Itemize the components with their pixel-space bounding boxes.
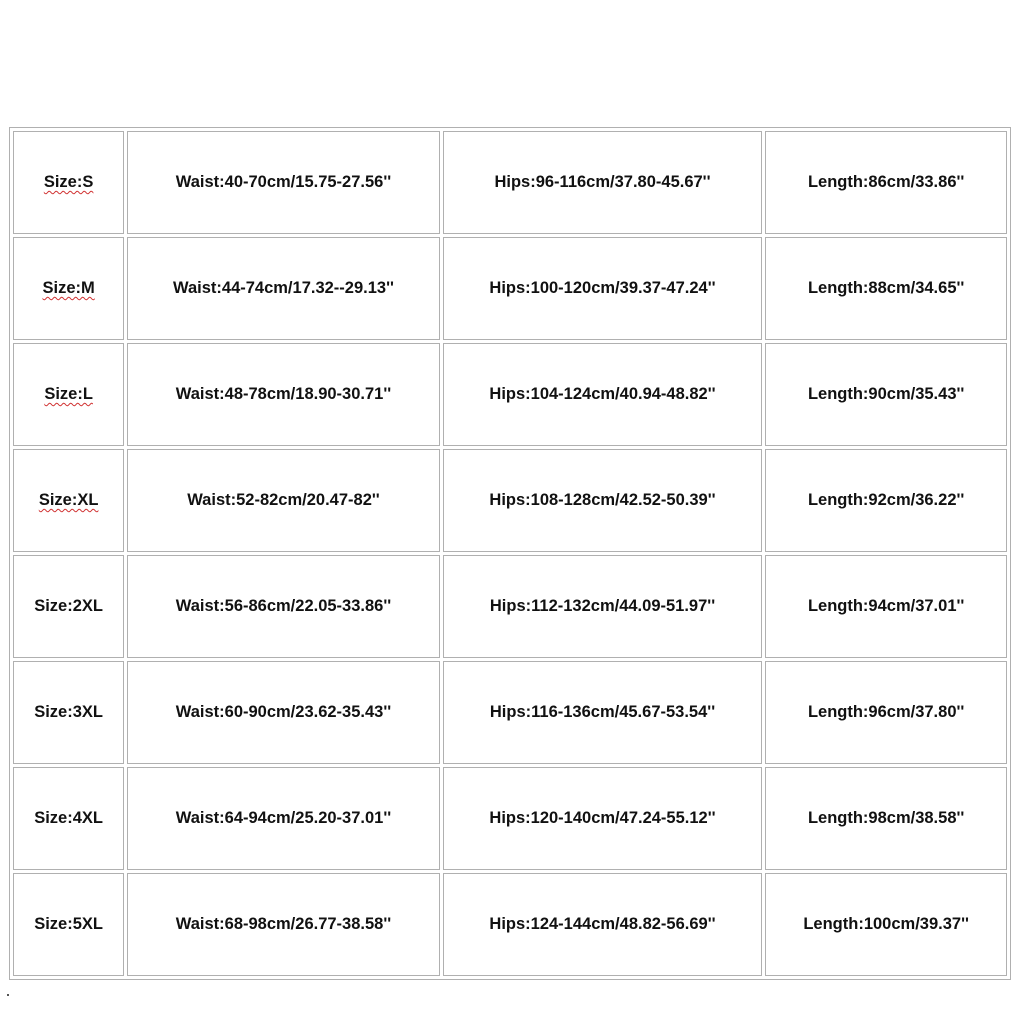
size-cell bbox=[13, 873, 124, 976]
hips-cell: Hips:108-128cm/42.52-50.39'' bbox=[443, 449, 763, 552]
length-cell: Length:88cm/34.65'' bbox=[765, 237, 1007, 340]
hips-cell: Hips:124-144cm/48.82-56.69'' bbox=[443, 873, 763, 976]
size-label: Size:5XL bbox=[34, 915, 103, 933]
size-label: Size:XL bbox=[38, 491, 99, 509]
length-cell: Length:96cm/37.80'' bbox=[765, 661, 1007, 764]
hips-cell: Hips:120-140cm/47.24-55.12'' bbox=[443, 767, 763, 870]
length-cell: Length:86cm/33.86'' bbox=[765, 131, 1007, 234]
waist-cell: Waist:68-98cm/26.77-38.58'' bbox=[127, 873, 439, 976]
table-row bbox=[13, 237, 1007, 340]
waist-cell: Waist:48-78cm/18.90-30.71'' bbox=[127, 343, 439, 446]
hips-cell: Hips:116-136cm/45.67-53.54'' bbox=[443, 661, 763, 764]
length-cell: Length:98cm/38.58'' bbox=[765, 767, 1007, 870]
size-chart-table bbox=[9, 127, 1011, 980]
size-label: Size:M bbox=[42, 279, 95, 297]
hips-cell: Hips:112-132cm/44.09-51.97'' bbox=[443, 555, 763, 658]
table-row bbox=[13, 343, 1007, 446]
size-cell bbox=[13, 661, 124, 764]
size-cell bbox=[13, 343, 124, 446]
waist-cell: Waist:44-74cm/17.32--29.13'' bbox=[127, 237, 439, 340]
table-row bbox=[13, 555, 1007, 658]
table-row bbox=[13, 873, 1007, 976]
hips-cell: Hips:100-120cm/39.37-47.24'' bbox=[443, 237, 763, 340]
size-label: Size:3XL bbox=[34, 703, 103, 721]
size-cell bbox=[13, 555, 124, 658]
length-cell: Length:94cm/37.01'' bbox=[765, 555, 1007, 658]
length-cell: Length:90cm/35.43'' bbox=[765, 343, 1007, 446]
waist-cell: Waist:40-70cm/15.75-27.56'' bbox=[127, 131, 439, 234]
waist-cell: Waist:60-90cm/23.62-35.43'' bbox=[127, 661, 439, 764]
length-cell: Length:92cm/36.22'' bbox=[765, 449, 1007, 552]
length-cell: Length:100cm/39.37'' bbox=[765, 873, 1007, 976]
table-row bbox=[13, 449, 1007, 552]
size-cell bbox=[13, 131, 124, 234]
size-label: Size:4XL bbox=[34, 809, 103, 827]
waist-cell: Waist:52-82cm/20.47-82'' bbox=[127, 449, 439, 552]
table-row bbox=[13, 131, 1007, 234]
size-label: Size:S bbox=[43, 173, 94, 191]
table-row bbox=[13, 661, 1007, 764]
stray-dot bbox=[7, 994, 9, 996]
size-cell bbox=[13, 449, 124, 552]
table-row bbox=[13, 767, 1007, 870]
size-label: Size:L bbox=[44, 385, 93, 403]
hips-cell: Hips:96-116cm/37.80-45.67'' bbox=[443, 131, 763, 234]
hips-cell: Hips:104-124cm/40.94-48.82'' bbox=[443, 343, 763, 446]
size-cell bbox=[13, 767, 124, 870]
waist-cell: Waist:56-86cm/22.05-33.86'' bbox=[127, 555, 439, 658]
size-cell bbox=[13, 237, 124, 340]
waist-cell: Waist:64-94cm/25.20-37.01'' bbox=[127, 767, 439, 870]
size-label: Size:2XL bbox=[34, 597, 103, 615]
